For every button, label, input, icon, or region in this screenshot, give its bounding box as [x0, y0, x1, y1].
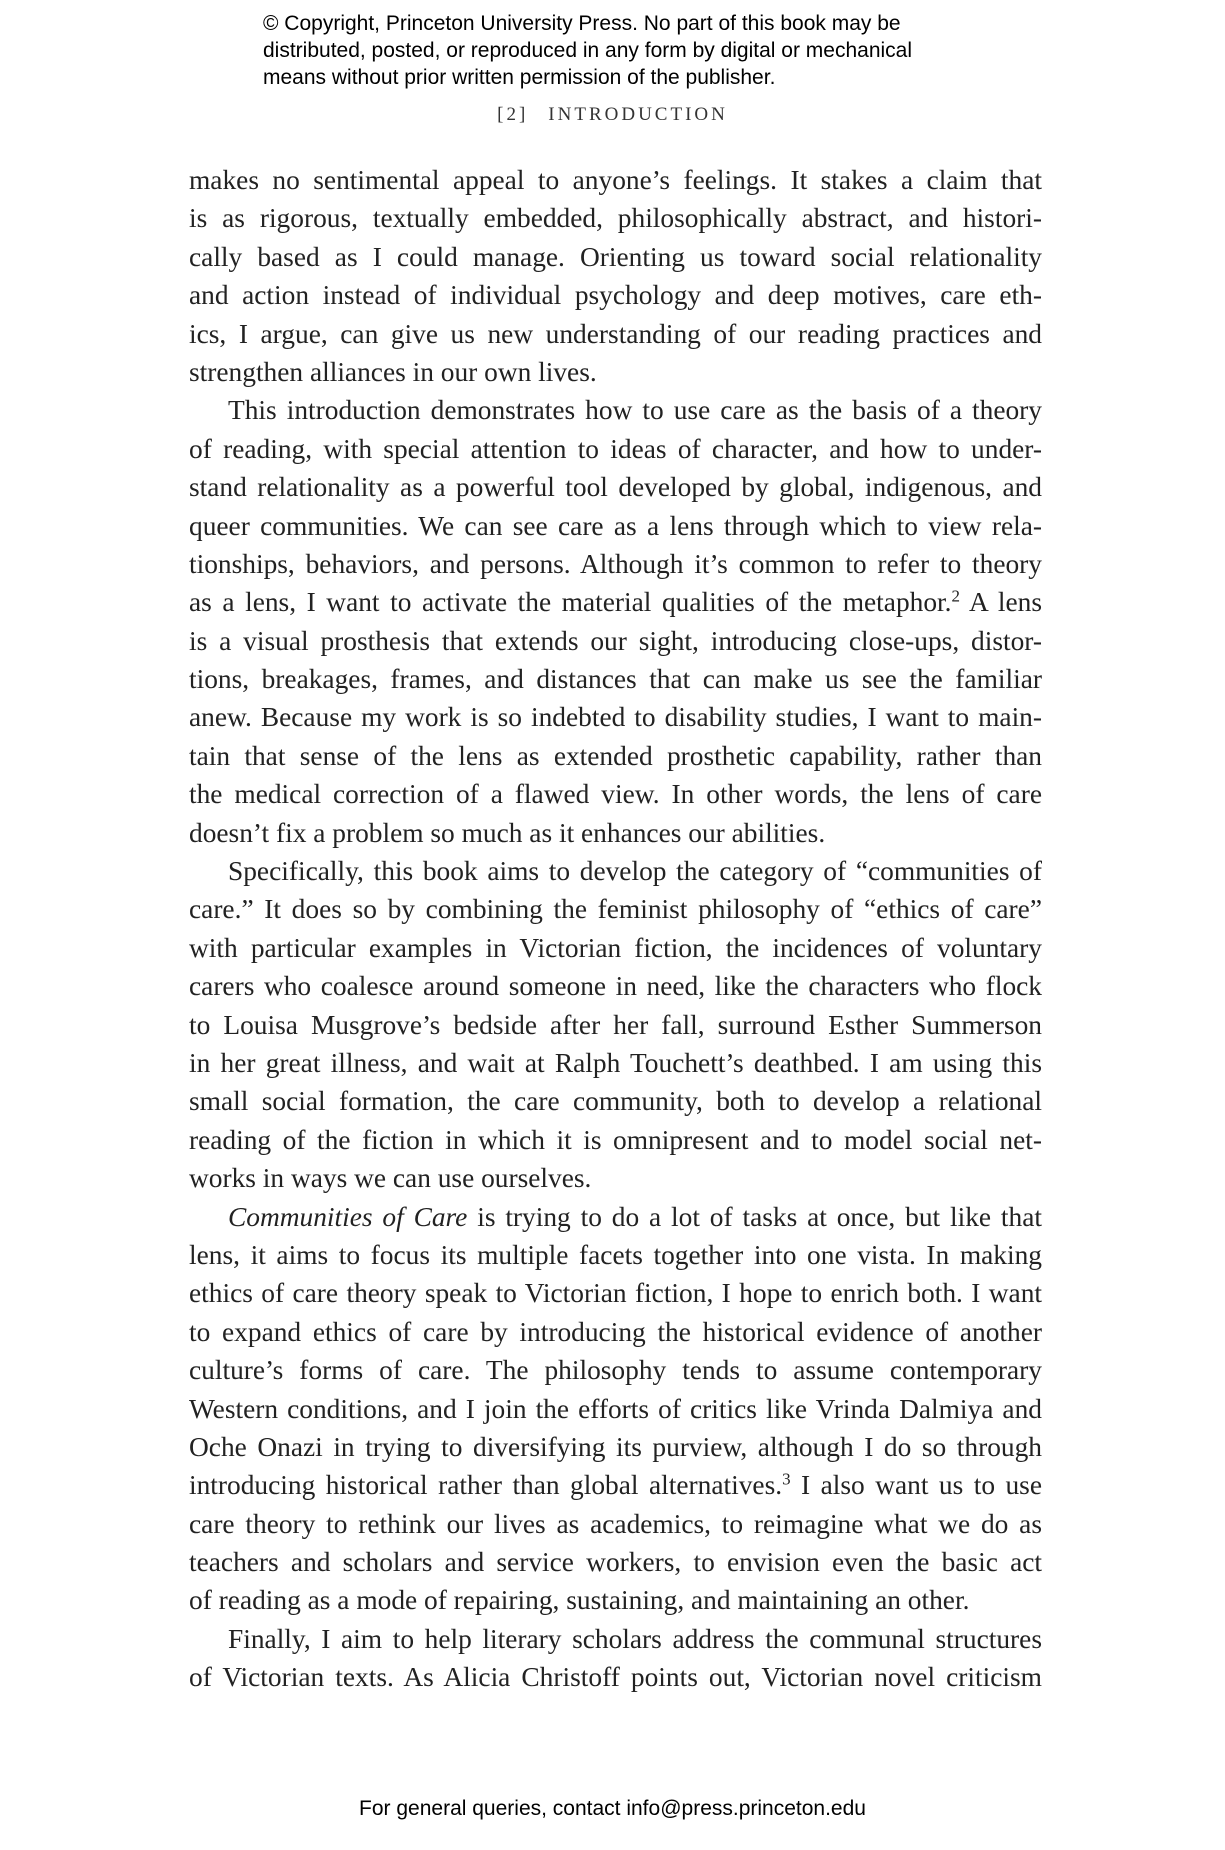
text-line: This introduction demonstrates how to use care as the basis of a theory — [228, 395, 1042, 426]
text-line: Western conditions, and I join the efforts of critics like Vrinda Dalmiya and — [189, 1393, 1042, 1424]
text-line: is as rigorous, textually embedded, philosophically abstract, and histori- — [189, 203, 1042, 234]
text-line: ics, I argue, can give us new understanding of our reading practices and — [189, 318, 1042, 349]
text-line: teachers and scholars and service workers, to envision even the basic act — [189, 1547, 1042, 1578]
running-head — [0, 104, 1225, 126]
text-line — [189, 583, 1042, 621]
text-line: Finally, I aim to help literary scholars address the communal structures — [228, 1623, 1042, 1654]
text-segment: I also want us to use — [801, 1470, 1042, 1501]
book-title: Communities of Care — [228, 1201, 468, 1232]
text-line: of reading as a mode of repairing, sustaining, and maintaining an other. — [189, 1585, 970, 1616]
copyright-line: means without prior written permission of the publisher. — [263, 66, 776, 89]
text-line: queer communities. We can see care as a lens through which to view rela- — [189, 510, 1042, 541]
text-line: care theory to rethink our lives as academics, to reimagine what we do as — [189, 1508, 1042, 1539]
text-segment: is trying to do a lot of tasks at once, but like that — [477, 1201, 1042, 1232]
text-segment: introducing historical rather than global alternatives. — [189, 1470, 783, 1501]
text-segment: A lens — [969, 587, 1042, 618]
body-text — [189, 161, 1042, 1697]
text-line: tain that sense of the lens as extended prosthetic capability, rather than — [189, 740, 1042, 771]
text-line: works in ways we can use ourselves. — [189, 1163, 592, 1194]
text-line: stand relationality as a powerful tool developed by global, indigenous, and — [189, 472, 1042, 503]
text-line: Specifically, this book aims to develop the category of “communities of — [228, 856, 1042, 887]
footnote-ref: 2 — [951, 586, 960, 606]
text-line: tionships, behaviors, and persons. Although it’s common to refer to theory — [189, 548, 1042, 579]
footer-contact: For general queries, contact info@press.princeton.edu — [359, 1797, 866, 1820]
text-line: lens, it aims to focus its multiple facets together into one vista. In making — [189, 1239, 1042, 1270]
text-line: to Louisa Musgrove’s bedside after her fall, surround Esther Summerson — [189, 1009, 1042, 1040]
text-line: carers who coalesce around someone in need, like the characters who flock — [189, 971, 1042, 1002]
text-line — [189, 1466, 1042, 1504]
text-line: makes no sentimental appeal to anyone’s feelings. It stakes a claim that — [189, 165, 1042, 195]
text-line: with particular examples in Victorian fiction, the incidences of voluntary — [189, 932, 1042, 963]
text-line: and action instead of individual psychology and deep motives, care eth- — [189, 280, 1042, 311]
text-line: strengthen alliances in our own lives. — [189, 356, 597, 387]
section-title: INTRODUCTION — [548, 104, 728, 125]
text-line: care.” It does so by combining the feminist philosophy of “ethics of care” — [189, 894, 1042, 925]
text-line: to expand ethics of care by introducing the historical evidence of another — [189, 1316, 1042, 1347]
text-line: anew. Because my work is so indebted to disability studies, I want to main- — [189, 702, 1042, 733]
text-line — [189, 1198, 1042, 1236]
copyright-line: distributed, posted, or reproduced in any form by digital or mechanical — [263, 39, 913, 62]
text-line: Oche Onazi in trying to diversifying its purview, although I do so through — [189, 1431, 1042, 1462]
text-line: small social formation, the care community, both to develop a relational — [189, 1086, 1042, 1117]
text-segment: as a lens, I want to activate the material qualities of the metaphor. — [189, 587, 952, 618]
text-line: doesn’t fix a problem so much as it enhances our abilities. — [189, 817, 826, 848]
page-number: [2] — [497, 104, 529, 125]
footnote-ref: 3 — [782, 1469, 791, 1489]
text-line: culture’s forms of care. The philosophy tends to assume contemporary — [189, 1355, 1042, 1386]
text-line: of reading, with special attention to ideas of character, and how to under- — [189, 433, 1042, 464]
text-line: is a visual prosthesis that extends our sight, introducing close-ups, distor- — [189, 625, 1042, 656]
text-line: reading of the fiction in which it is omnipresent and to model social net- — [189, 1124, 1042, 1155]
text-line: cally based as I could manage. Orienting us toward social relationality — [189, 241, 1042, 272]
text-line: of Victorian texts. As Alicia Christoff points out, Victorian novel criticism — [189, 1662, 1042, 1693]
text-line: tions, breakages, frames, and distances that can make us see the familiar — [189, 664, 1042, 695]
copyright-line: © Copyright, Princeton University Press. No part of this book may be — [263, 12, 901, 35]
text-line: the medical correction of a flawed view. In other words, the lens of care — [189, 779, 1042, 810]
text-line: in her great illness, and wait at Ralph Touchett’s deathbed. I am using this — [189, 1047, 1042, 1078]
text-line: ethics of care theory speak to Victorian fiction, I hope to enrich both. I want — [189, 1278, 1042, 1309]
copyright-notice — [263, 10, 1023, 91]
